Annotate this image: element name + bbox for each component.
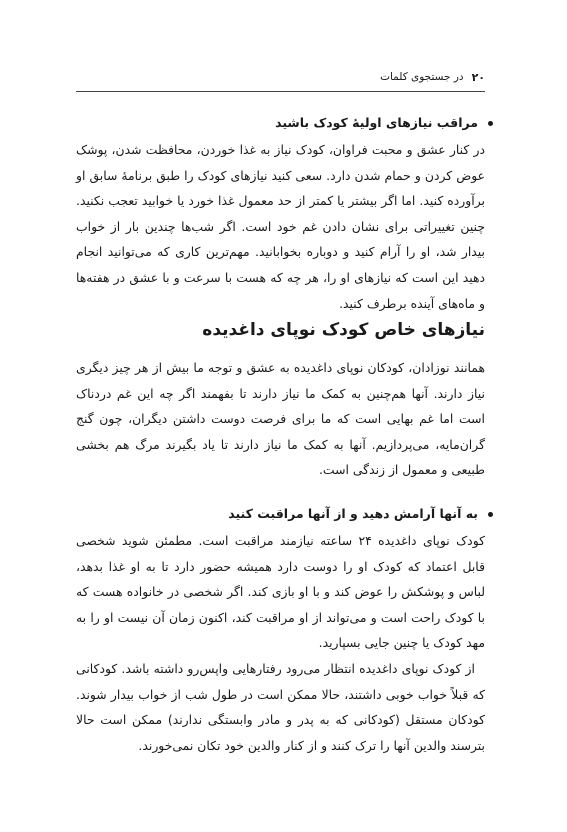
bullet-icon: [488, 512, 493, 517]
heading-comfort-care: به آنها آرامش دهید و از آنها مراقبت کنید: [228, 506, 478, 521]
section-comfort-care: [76, 503, 485, 758]
bullet-heading: [76, 503, 493, 525]
section-toddler-needs: [76, 317, 485, 483]
bullet-icon: [488, 121, 493, 126]
paragraph-comfort-care-2: از کودک نوپای داغدیده انتظار می‌رود رفتارهایی واپس‌رو داشته باشد. کودکانی که قبلاً خواب خوبی داشتند، حالا ممکن است در طول شب از خواب بیدار شوند. کودکان مستقل (کودکانی که به پدر و مادر وابستگی ندارند) ممکن است حالا بترسند والدین آنها را ترک کنند و از کنار والدین خود تکان نمی‌خورند.: [76, 660, 485, 753]
running-title: در جستجوی کلمات: [380, 71, 464, 83]
paragraph-toddler-needs: همانند نوزادان، کودکان نوپای داغدیده به عشق و توجه ما بیش از هر چیز دیگری نیاز دارند. آنها هم‌چنین به کمک ما نیاز دارند تا بفهمند اگر چه این غم دردناک است اما غم بهایی است که ما برای فرصت دوست داشتن دیگران، چون گنج گران‌مایه، می‌پردازیم. آنها به کمک ما نیاز دارند تا یاد بگیرند مرگ هم بخشی طبیعی و معمول از زندگی است.: [76, 360, 485, 478]
section-basic-needs: [76, 112, 485, 316]
section-title: نیازهای خاص کودک نوپای داغدیده: [202, 320, 485, 340]
paragraph-comfort-care-1: کودک نوپای داغدیده ۲۴ ساعته نیازمند مراقبت است. مطمئن شوید شخصی قابل اعتماد که کودک او را دوست دارد همیشه حضور دارد تا به او غذا بدهد، لباس و پوشکش را عوض کند و با او بازی کند. اگر شخصی در خانواده هست که با کودک راحت است و می‌تواند از او مراقبت کند، اکنون زمان آن نیست او را به مهد کودک یا چنین جایی بسپارید.: [76, 533, 486, 651]
heading-basic-needs: مراقب نیازهای اولیهٔ کودک باشید: [275, 115, 478, 130]
page-number: ۲۰: [471, 70, 485, 84]
paragraph-basic-needs: در کنار عشق و محبت فراوان، کودک نیاز به غذا خوردن، محافظت شدن، پوشک عوض کردن و حمام شدن دارد. سعی کنید نیازهای کودک را طبق برنامهٔ سابق او برآورده کنید. اما اگر بیشتر یا کمتر از حد معمول غذا خورد یا خوابید تعجب نکنید. چنین تغییراتی برای نشان دادن غم خود است. اگر شب‌ها چندین بار از خواب بیدار شد، او را آرام کنید و دوباره بخوابانید. مهم‌ترین کاری که می‌توانید انجام دهید این است که نیازهای او را، هر چه که هست با سرعت و با عشق در هفته‌ها و ماه‌های آینده برطرف کنید.: [76, 142, 485, 311]
page-header: [80, 68, 485, 86]
bullet-heading: [76, 112, 493, 134]
header-divider: [76, 91, 485, 92]
